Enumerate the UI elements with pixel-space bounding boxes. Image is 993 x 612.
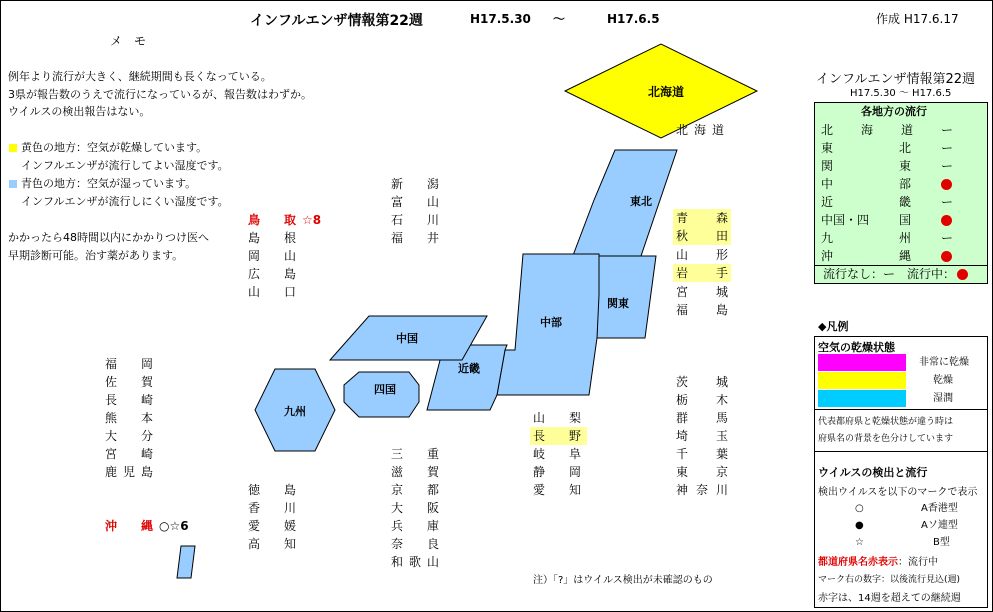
humidity-label: 非常に乾燥 — [919, 357, 969, 368]
red-note: 都道府県名赤表示：流行中 — [818, 557, 938, 568]
humidity-note: 代表都府県と乾燥状態が違う時は — [818, 417, 954, 427]
virus-label: Aソ連型 — [921, 520, 958, 531]
humidity-swatch-wet — [818, 390, 906, 407]
pref-okinawa: 沖 縄 ○☆6 — [105, 519, 189, 533]
side-title: インフルエンザ情報第22週 — [816, 72, 976, 87]
footnote: 注）「?」はウイルス検出が未確認のもの — [533, 575, 713, 586]
memo-line: 例年より流行が大きく、継続期間も長くなっている。 — [8, 70, 272, 83]
created-date: 作成 H17.6.17 — [876, 12, 959, 26]
region-kanto-label: 関東 — [607, 297, 629, 310]
yellow-note: 黄色の地方：空気が乾燥しています。 — [21, 141, 208, 154]
humidity-note: 府県名の背景を色分けしています — [818, 434, 954, 444]
no-epidemic-mark: ー — [941, 159, 954, 173]
no-epidemic-mark: ー — [941, 195, 954, 209]
region-kinki-label: 近畿 — [458, 362, 480, 375]
pref-yamagata: 山 形 — [676, 248, 729, 262]
pref-tokyo: 東 京 — [676, 465, 729, 479]
mark-note: マーク右の数字：以後流行見込(週) — [818, 575, 961, 585]
region-chugoku-label: 中国 — [396, 332, 418, 345]
virus-label: B型 — [933, 537, 950, 548]
report-title: インフルエンザ情報第22週 — [250, 13, 423, 29]
pref-miyagi: 宮 城 — [676, 285, 729, 299]
no-epidemic-mark: ー — [941, 123, 954, 137]
pref-chiba: 千 葉 — [676, 447, 729, 461]
virus-mark: ○ — [855, 503, 864, 514]
pref-fukui: 福 井 — [391, 231, 440, 245]
pref-mie: 三 重 — [391, 447, 440, 461]
pref-nagasaki: 長 崎 — [105, 393, 154, 407]
status-row: 東 北 ー — [821, 141, 954, 155]
status-row: 中国・四 国 — [821, 211, 981, 229]
memo-line: 3県が報告数のうえで流行になっているが、報告数はわずか。 — [8, 88, 312, 101]
region-hokkaido-label: 北海道 — [648, 85, 685, 99]
pref-fukuoka: 福 岡 — [105, 357, 154, 371]
pref-aichi: 愛 知 — [533, 483, 582, 497]
pref-gunma: 群 馬 — [676, 411, 729, 425]
humidity-label: 乾燥 — [933, 375, 953, 386]
pref-shiga: 滋 賀 — [391, 465, 440, 479]
pref-toyama: 富 山 — [391, 195, 440, 209]
blue-note: 青色の地方：空気が湿っています。 — [21, 177, 197, 190]
legend-title: ◆凡例 — [818, 320, 849, 333]
pref-oita: 大 分 — [105, 429, 154, 443]
pref-osaka: 大 阪 — [391, 501, 440, 515]
status-row: 北 海 道 ー — [821, 123, 954, 137]
virus-sub: 検出ウイルスを以下のマークで表示 — [818, 487, 978, 498]
status-heading: 各地方の流行 — [861, 105, 927, 118]
pref-nagano: 長 野 — [530, 427, 587, 445]
humidity-label: 湿潤 — [933, 393, 953, 404]
no-epidemic-mark: ー — [941, 231, 954, 245]
pref-saga: 佐 賀 — [105, 375, 154, 389]
region-tohoku-label: 東北 — [630, 195, 652, 208]
pref-ishikawa: 石 川 — [391, 213, 440, 227]
memo-heading: メ モ — [110, 34, 147, 48]
pref-yamanashi: 山 梨 — [533, 411, 582, 425]
legend-divider — [815, 409, 987, 410]
side-period: H17.5.30 ～ H17.6.5 — [850, 88, 952, 99]
region-chubu-label: 中部 — [540, 316, 562, 329]
clinic-note: かかったら48時間以内にかかりつけ医へ — [8, 231, 209, 244]
pref-tottori: 鳥 取 ☆8 — [248, 213, 322, 227]
status-row: 沖 縄 — [821, 247, 981, 265]
status-row: 中 部 — [821, 175, 981, 193]
pref-hokkaido: 北 海 道 — [676, 123, 725, 137]
pref-kumamoto: 熊 本 — [105, 411, 154, 425]
pref-hyogo: 兵 庫 — [391, 519, 440, 533]
epidemic-dot — [941, 215, 952, 226]
pref-saitama: 埼 玉 — [676, 429, 729, 443]
pref-ehime: 愛 媛 — [248, 519, 297, 533]
clinic-note: 早期診断可能。治す薬があります。 — [8, 249, 184, 262]
status-row: 近 畿 ー — [821, 195, 954, 209]
status-panel — [814, 102, 988, 284]
virus-mark: ☆ — [855, 537, 864, 548]
period-start: H17.5.30 — [470, 12, 531, 26]
pref-okayama: 岡 山 — [248, 249, 297, 263]
pref-shizuoka: 静 岡 — [533, 465, 582, 479]
pref-tokushima: 徳 島 — [248, 483, 297, 497]
pref-gifu: 岐 阜 — [533, 447, 582, 461]
legend-panel — [814, 336, 988, 608]
pref-tochigi: 栃 木 — [676, 393, 729, 407]
pref-miyazaki: 宮 崎 — [105, 447, 154, 461]
memo-line: ウイルスの検出報告はない。 — [8, 105, 151, 118]
pref-ibaraki: 茨 城 — [676, 375, 729, 389]
pref-hiroshima: 広 島 — [248, 267, 297, 281]
epidemic-dot — [941, 251, 952, 262]
pref-kanagawa: 神 奈 川 — [676, 483, 729, 497]
humidity-swatch-very-dry — [818, 354, 906, 371]
region-okinawa-shape — [177, 546, 195, 578]
virus-heading: ウイルスの検出と流行 — [818, 466, 928, 479]
pref-fukushima: 福 島 — [676, 303, 729, 317]
virus-mark: ● — [855, 520, 864, 531]
yellow-note: インフルエンザが流行してよい湿度です。 — [21, 159, 229, 172]
period-end: H17.6.5 — [607, 12, 660, 26]
pref-nara: 奈 良 — [391, 537, 440, 551]
pref-kagoshima: 鹿 児 島 — [105, 465, 154, 479]
pref-wakayama: 和 歌 山 — [391, 555, 440, 569]
pref-kagawa: 香 川 — [248, 501, 297, 515]
pref-niigata: 新 潟 — [391, 177, 440, 191]
pref-kochi: 高 知 — [248, 537, 297, 551]
pref-yamaguchi: 山 口 — [248, 285, 297, 299]
pref-kyoto: 京 都 — [391, 483, 440, 497]
period-tilde: ～ — [553, 12, 566, 26]
pref-iwate: 岩 手 — [673, 264, 731, 282]
pref-aomori: 青 森 — [673, 209, 731, 227]
red-text-note: 赤字は、14週を超えての継続週 — [818, 593, 961, 604]
epidemic-dot — [941, 179, 952, 190]
blue-note: インフルエンザが流行しにくい湿度です。 — [21, 195, 229, 208]
region-kyushu-label: 九州 — [284, 405, 306, 418]
pref-akita: 秋 田 — [673, 227, 731, 245]
humidity-swatch-dry — [818, 372, 906, 389]
status-row: 九 州 ー — [821, 231, 954, 245]
virus-label: A香港型 — [921, 503, 958, 514]
pref-shimane: 島 根 — [248, 231, 297, 245]
status-row: 関 東 ー — [821, 159, 954, 173]
status-legend: 流行なし：ー 流行中： — [823, 266, 968, 283]
legend-divider — [815, 451, 987, 452]
no-epidemic-mark: ー — [941, 141, 954, 155]
humidity-heading: 空気の乾燥状態 — [818, 341, 895, 354]
region-shikoku-label: 四国 — [374, 383, 396, 396]
